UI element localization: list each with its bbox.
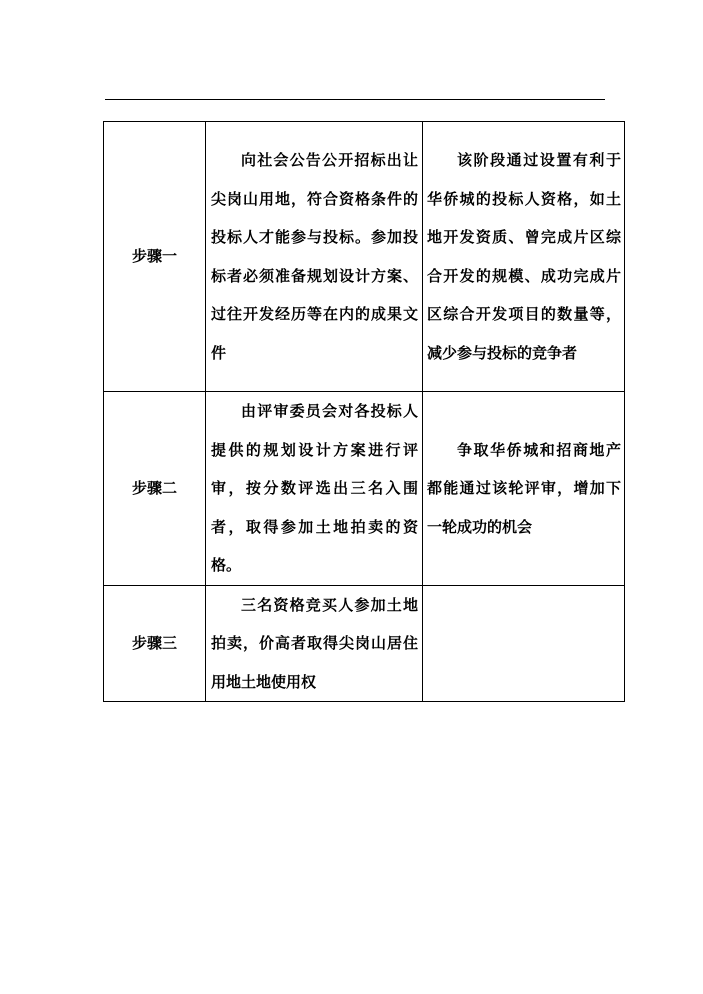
step-description [206,585,423,702]
step-label: 步骤一 [104,122,206,392]
step-label: 步骤三 [104,585,206,702]
step-note [423,585,625,702]
step-description-text: 由评审委员会对各投标人提供的规划设计方案进行评审，按分数评选出三名入围者，取得参加土地拍卖的资格。 [211,402,418,574]
header-rule [105,99,605,100]
step-description-text: 三名资格竞买人参加土地拍卖，价高者取得尖岗山居住用地土地使用权 [211,595,418,691]
step-note [423,122,625,392]
table-row [104,585,625,702]
step-note-text: 争取华侨城和招商地产都能通过该轮评审，增加下一轮成功的机会 [427,440,621,536]
table-row [104,392,625,586]
step-note-text: 该阶段通过设置有利于华侨城的投标人资格，如土地开发资质、曾完成片区综合开发的规模、成功完成片区综合开发项目的数量等，减少参与投标的竞争者 [427,151,621,362]
step-description [206,122,423,392]
table-row [104,122,625,392]
step-note [423,392,625,586]
step-description [206,392,423,586]
steps-table [103,121,625,702]
step-label: 步骤二 [104,392,206,586]
step-description-text: 向社会公告公开招标出让尖岗山用地，符合资格条件的投标人才能参与投标。参加投标者必须准备规划设计方案、过往开发经历等在内的成果文件 [211,151,418,362]
